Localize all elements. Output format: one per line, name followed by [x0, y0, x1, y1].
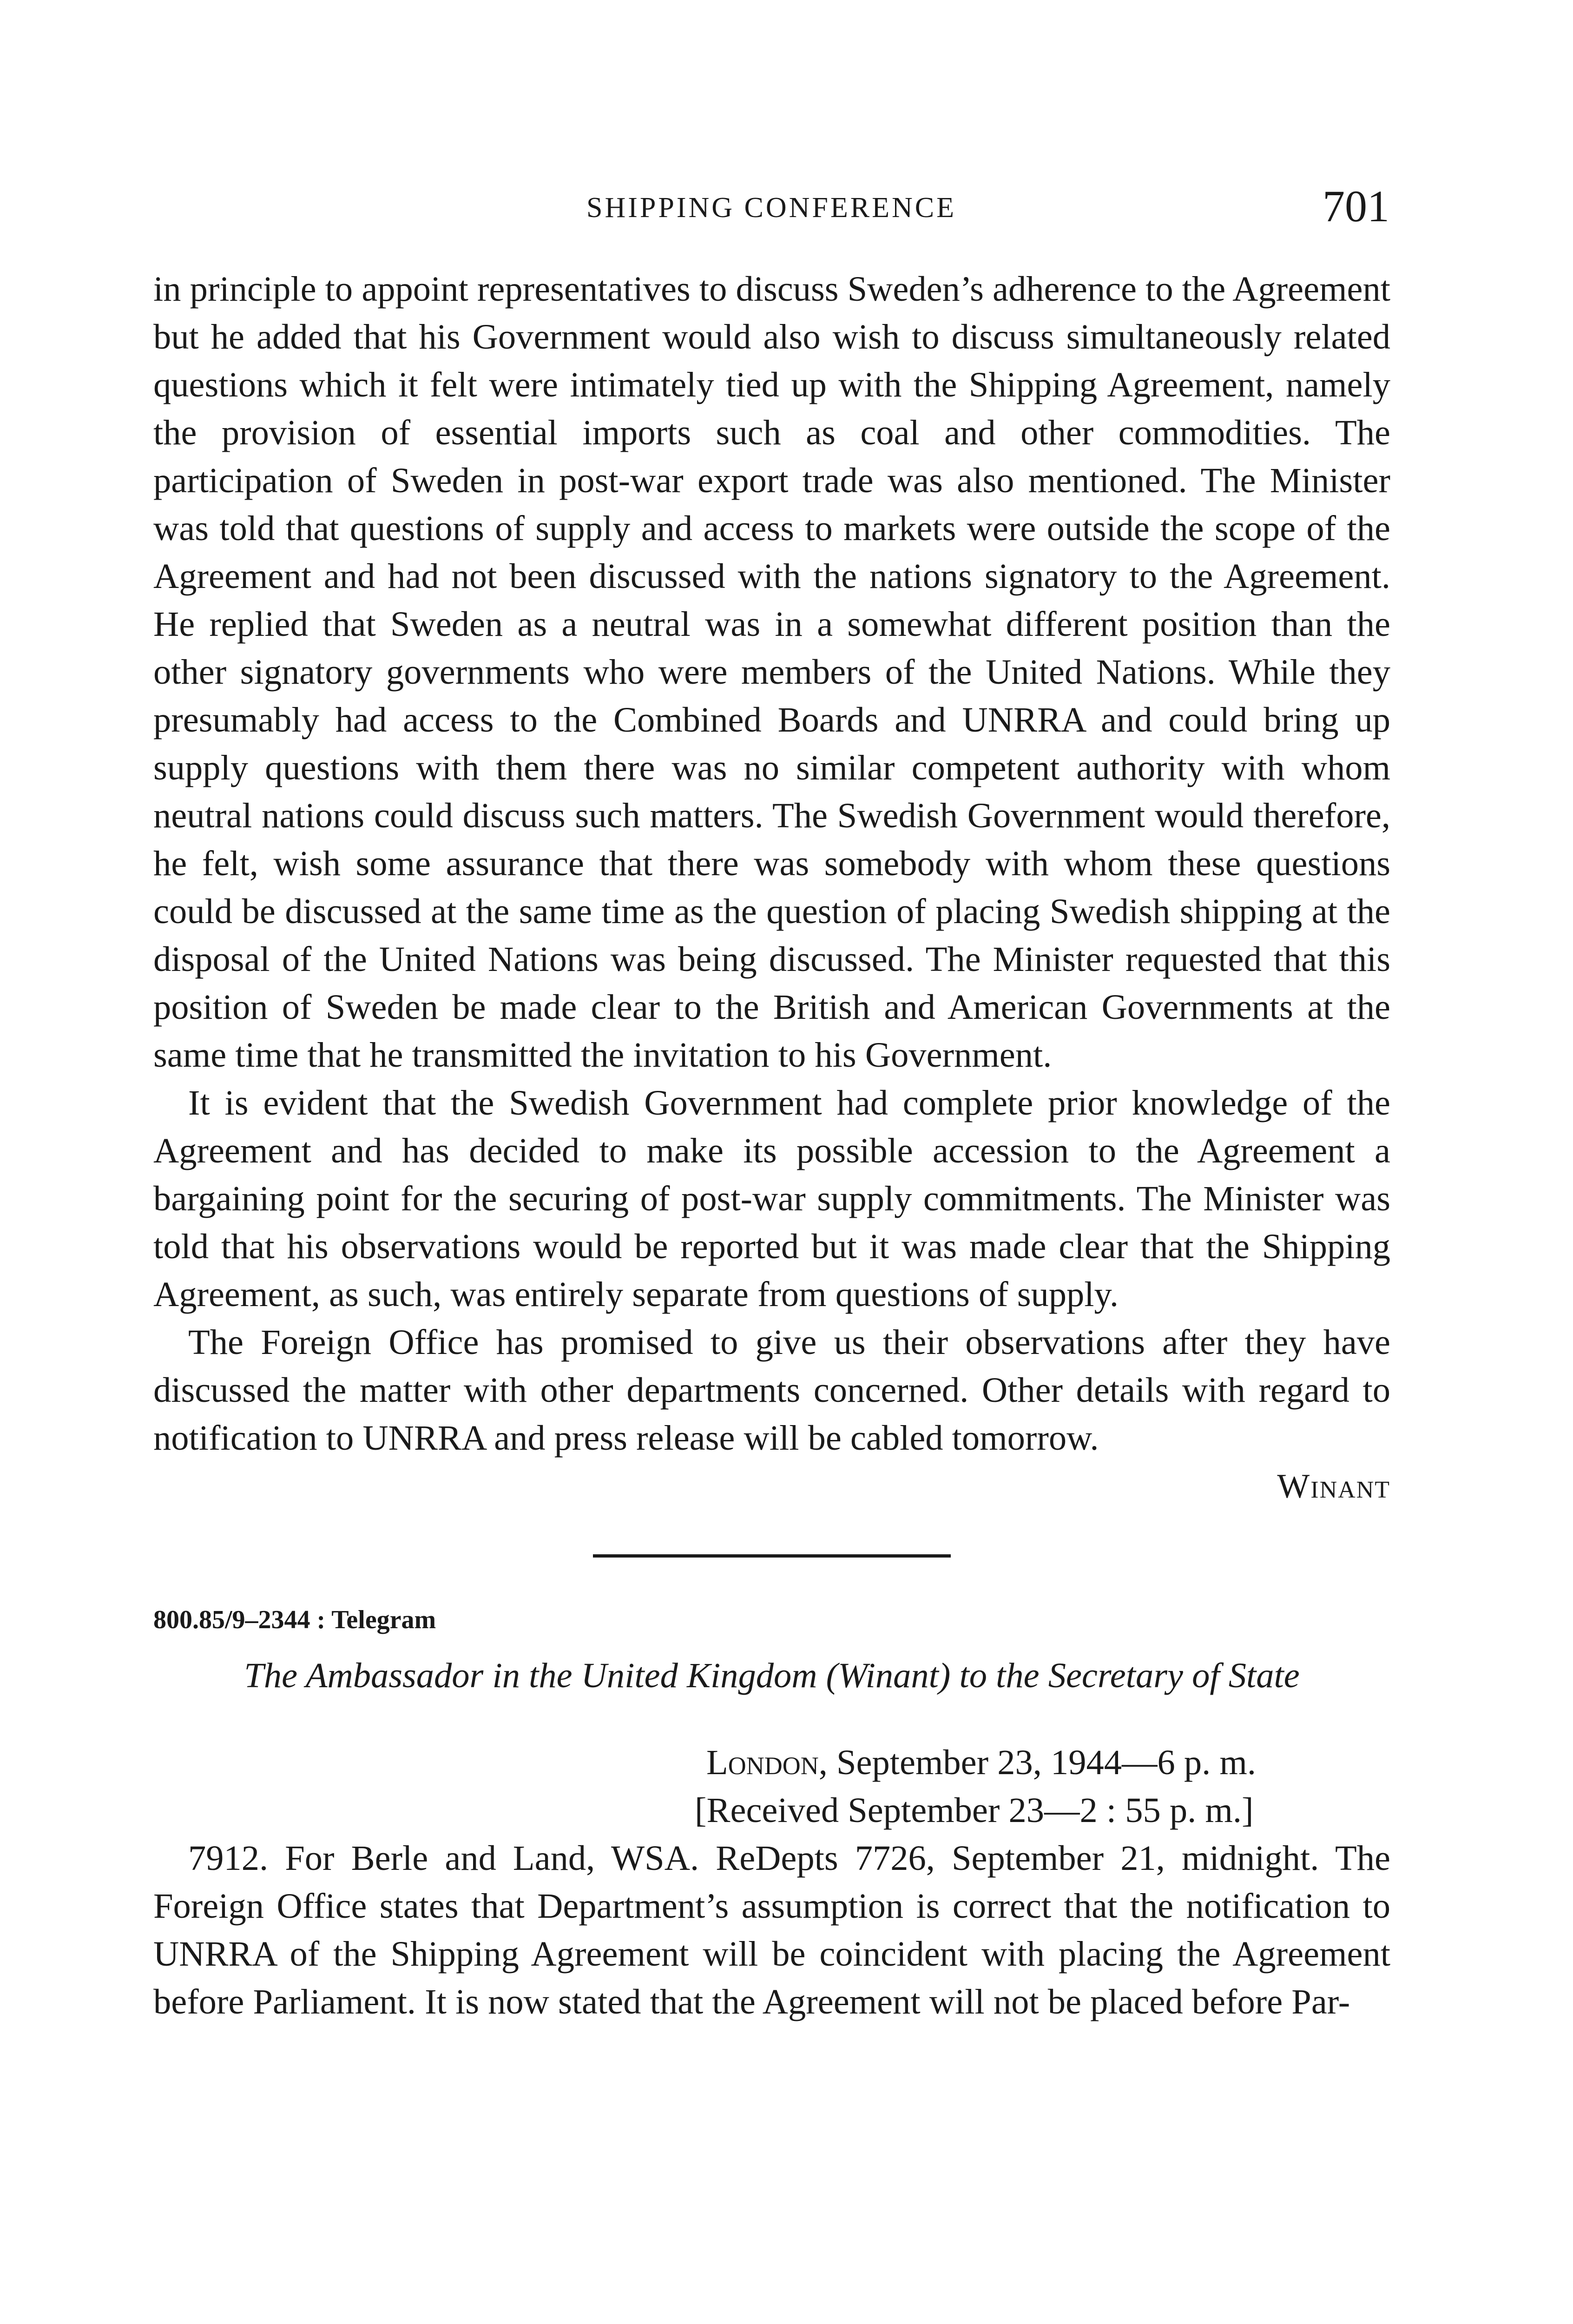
- dateline-place: London: [706, 1743, 819, 1782]
- file-reference: 800.85/9–2344 : Telegram: [153, 1605, 436, 1634]
- continued-paragraph: in principle to appoint representatives to discuss Sweden’s adherence to the Agreement but he added that his Government would also wish to discuss simultaneously related questions which it felt were intimately tied up with the Shipping Agreement, namely the provision of essential imports such as coal and other commodities. The participation of Sweden in post-war export trade was also mentioned. The Minister was told that questions of supply and access to markets were outside the scope of the Agreement and had not been discussed with the nations signatory to the Agreement. He replied that Sweden as a neutral was in a somewhat different position than the other signatory governments who were members of the United Nations. While they presumably had access to the Combined Boards and UNRRA and could bring up supply questions with them there was no similar competent authority with whom neutral nations could discuss such matters. The Swedish Government would therefore, he felt, wish some assurance that there was somebody with whom these questions could be discussed at the same time as the question of placing Swedish shipping at the disposal of the United Nations was being discussed. The Minister requested that this position of Sweden be made clear to the British and American Governments at the same time that he transmitted the invitation to his Government.: [153, 269, 1390, 1075]
- page-body: [153, 265, 1390, 2026]
- dateline: [706, 1738, 1390, 1786]
- signature: Winant: [1277, 1467, 1390, 1505]
- dateline-date: , September 23, 1944—6 p. m.: [818, 1743, 1256, 1782]
- telegram-paragraph: 7912. For Berle and Land, WSA. ReDepts 7726, September 21, midnight. The Foreign Office states that Department’s assumption is correct that the notification to UNRRA of the Shipping Agreement will be coincident with placing the Agreement before Parliament. It is now stated that the Agreement will not be placed before Par-: [153, 1838, 1390, 2021]
- section-divider: [593, 1554, 951, 1558]
- running-title: SHIPPING CONFERENCE: [586, 192, 957, 224]
- page-number: 701: [1323, 181, 1389, 231]
- body-paragraph: It is evident that the Swedish Government had complete prior knowledge of the Agreement and has decided to make its possible accession to the Agreement a bargaining point for the securing of post-war supply commitments. The Minister was told that his observations would be reported but it was made clear that the Shipping Agreement, as such, was entirely separate from questions of supply.: [153, 1083, 1390, 1314]
- document-heading: The Ambassador in the United Kingdom (Winant) to the Secretary of State: [244, 1656, 1300, 1695]
- running-header: [153, 180, 1389, 231]
- body-paragraph: The Foreign Office has promised to give us their observations after they have discussed the matter with other departments concerned. Other details with regard to notification to UNRRA and press release will be cabled tomorrow.: [153, 1322, 1390, 1458]
- received-note: [Received September 23—2 : 55 p. m.]: [695, 1790, 1254, 1830]
